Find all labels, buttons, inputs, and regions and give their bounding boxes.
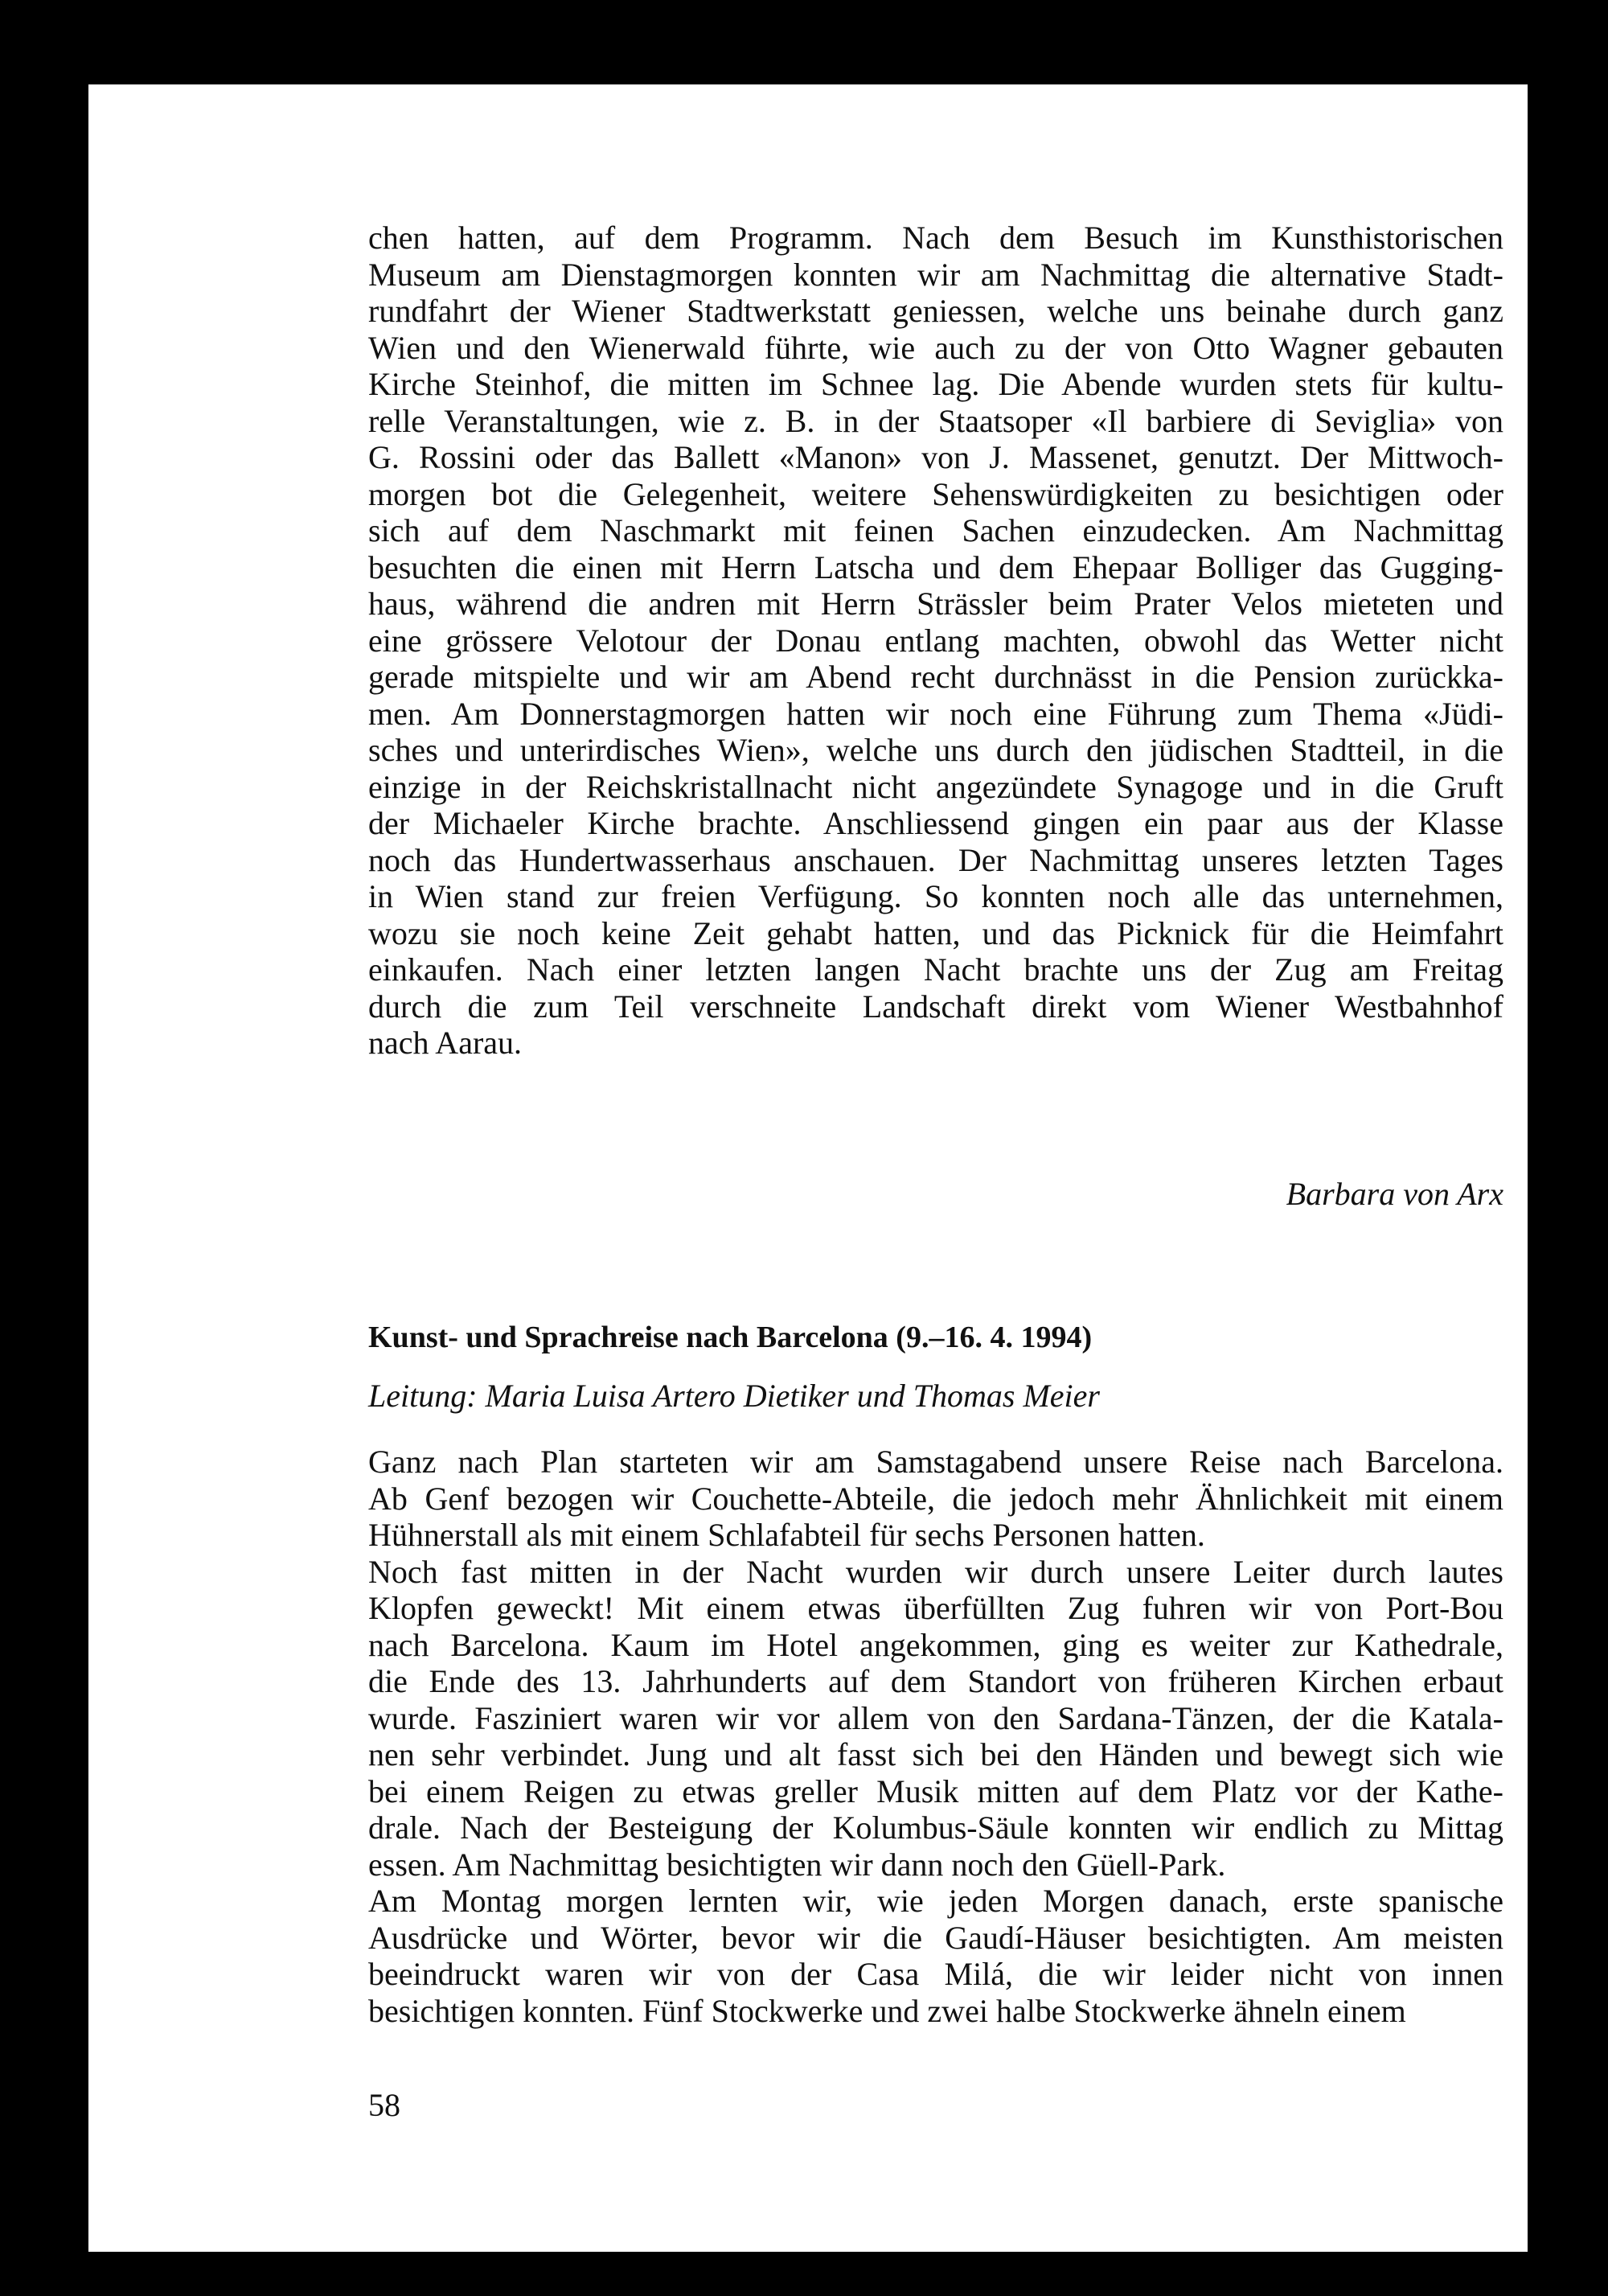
- text-line: Klopfen geweckt! Mit einem etwas überfüllten Zug fuhren wir von Port-Bou: [368, 1590, 1503, 1626]
- text-line: sich auf dem Naschmarkt mit feinen Sachen einzudecken. Am Nachmittag: [368, 512, 1503, 548]
- text-line: Hühnerstall als mit einem Schlafabteil für sechs Personen hatten.: [368, 1517, 1205, 1553]
- text-line: Ganz nach Plan starteten wir am Samstagabend unsere Reise nach Barcelona.: [368, 1444, 1503, 1480]
- text-line: eine grössere Velotour der Donau entlang machten, obwohl das Wetter nicht: [368, 622, 1503, 659]
- text-line: wozu sie noch keine Zeit gehabt hatten, und das Picknick für die Heimfahrt: [368, 914, 1503, 951]
- text-line: chen hatten, auf dem Programm. Nach dem Besuch im Kunsthistorischen: [368, 220, 1503, 256]
- text-line: men. Am Donnerstagmorgen hatten wir noch eine Führung zum Thema «Jüdi-: [368, 695, 1503, 732]
- text-line: sches und unterirdisches Wien», welche uns durch den jüdischen Stadtteil, in die: [368, 732, 1503, 768]
- text-line: wurde. Fasziniert waren wir vor allem von den Sardana-Tänzen, der die Katala-: [368, 1699, 1503, 1736]
- text-line: nach Aarau.: [368, 1025, 523, 1061]
- article-body-barcelona: [368, 1444, 1503, 2029]
- text-line: gerade mitspielte und wir am Abend recht durchnässt in die Pension zurückka-: [368, 659, 1503, 695]
- text-line: Ausdrücke und Wörter, bevor wir die Gaudí-Häuser besichtigten. Am meisten: [368, 1919, 1503, 1956]
- article-leitung: Leitung: Maria Luisa Artero Dietiker und Thomas Meier: [368, 1378, 1100, 1414]
- article-heading-barcelona: Kunst- und Sprachreise nach Barcelona (9.–16. 4. 1994): [368, 1321, 1093, 1354]
- text-line: der Michaeler Kirche brachte. Anschliessend gingen ein paar aus der Klasse: [368, 805, 1503, 841]
- text-line: Wien und den Wienerwald führte, wie auch zu der von Otto Wagner gebauten: [368, 329, 1503, 366]
- text-line: noch das Hundertwasserhaus anschauen. Der Nachmittag unseres letzten Tages: [368, 841, 1503, 878]
- text-line: bei einem Reigen zu etwas greller Musik mitten auf dem Platz vor der Kathe-: [368, 1772, 1503, 1809]
- text-line: drale. Nach der Besteigung der Kolumbus-Säule konnten wir endlich zu Mittag: [368, 1809, 1503, 1846]
- text-line: Kirche Steinhof, die mitten im Schnee lag. Die Abende wurden stets für kultu-: [368, 366, 1503, 402]
- text-line: einzige in der Reichskristallnacht nicht angezündete Synagoge und in die Gruft: [368, 768, 1503, 805]
- text-line: nach Barcelona. Kaum im Hotel angekommen, ging es weiter zur Kathedrale,: [368, 1626, 1503, 1663]
- text-line: essen. Am Nachmittag besichtigten wir dann noch den Güell-Park.: [368, 1846, 1226, 1883]
- text-line: Noch fast mitten in der Nacht wurden wir durch unsere Leiter durch lautes: [368, 1553, 1503, 1590]
- article-body-wien: [368, 220, 1503, 1062]
- text-line: morgen bot die Gelegenheit, weitere Sehenswürdigkeiten zu besichtigen oder: [368, 475, 1503, 512]
- text-line: einkaufen. Nach einer letzten langen Nacht brachte uns der Zug am Freitag: [368, 951, 1503, 988]
- text-line: nen sehr verbindet. Jung und alt fasst sich bei den Händen und bewegt sich wie: [368, 1736, 1503, 1772]
- text-line: in Wien stand zur freien Verfügung. So konnten noch alle das unternehmen,: [368, 878, 1503, 914]
- author-signature: Barbara von Arx: [1286, 1176, 1503, 1212]
- document-page: [88, 84, 1528, 2252]
- text-line: beeindruckt waren wir von der Casa Milá, die wir leider nicht von innen: [368, 1956, 1503, 1992]
- text-line: Ab Genf bezogen wir Couchette-Abteile, die jedoch mehr Ähnlichkeit mit einem: [368, 1480, 1503, 1517]
- page-number: 58: [368, 2087, 400, 2123]
- text-line: Am Montag morgen lernten wir, wie jeden Morgen danach, erste spanische: [368, 1883, 1503, 1919]
- text-line: rundfahrt der Wiener Stadtwerkstatt geniessen, welche uns beinahe durch ganz: [368, 293, 1503, 329]
- text-line: G. Rossini oder das Ballett «Manon» von J. Massenet, genutzt. Der Mittwoch-: [368, 439, 1503, 475]
- text-line: relle Veranstaltungen, wie z. B. in der Staatsoper «Il barbiere di Seviglia» von: [368, 402, 1503, 439]
- text-line: besichtigen konnten. Fünf Stockwerke und zwei halbe Stockwerke ähneln einem: [368, 1992, 1406, 2029]
- text-line: Museum am Dienstagmorgen konnten wir am Nachmittag die alternative Stadt-: [368, 256, 1503, 293]
- text-line: durch die zum Teil verschneite Landschaft direkt vom Wiener Westbahnhof: [368, 988, 1503, 1025]
- text-line: haus, während die andren mit Herrn Strässler beim Prater Velos mieteten und: [368, 585, 1503, 622]
- text-line: besuchten die einen mit Herrn Latscha und dem Ehepaar Bolliger das Gugging-: [368, 548, 1503, 585]
- text-line: die Ende des 13. Jahrhunderts auf dem Standort von früheren Kirchen erbaut: [368, 1663, 1503, 1699]
